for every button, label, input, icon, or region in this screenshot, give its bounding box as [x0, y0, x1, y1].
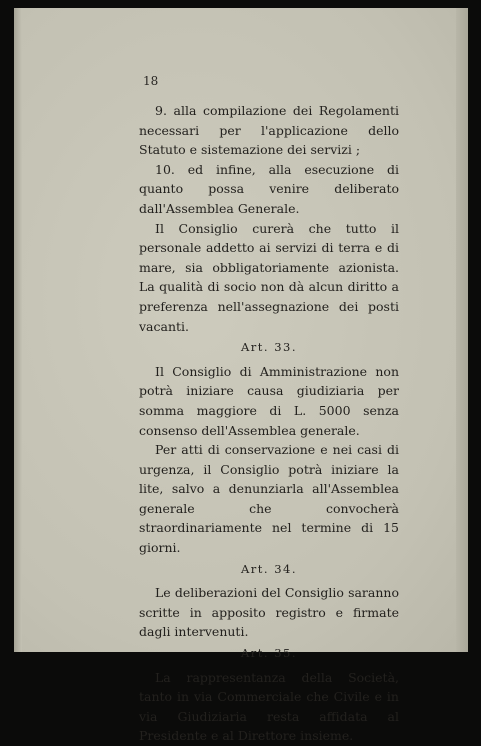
- article-heading-33: Art. 33.: [240, 340, 298, 355]
- paragraph-art35: La rappresentanza della Società, tanto in via Commerciale che Civile e in via Giudiziaria resta affidata al Presidente e al Direttore insieme.: [139, 669, 399, 744]
- paragraph-personale: Il Consiglio curerà che tutto il personale addetto ai servizi di terra e di mare, sia obbligatoriamente azionista. La qualità di socio non dà alcun diritto a preferenza nell'assegnazione dei posti vacanti.: [139, 220, 399, 334]
- page-gutter: [14, 8, 22, 652]
- article-heading-34: Art. 34.: [240, 561, 298, 576]
- paragraph-item-9: 9. alla compilazione dei Regolamenti necessari per l'applicazione dello Statuto e sistemazione dei servizi ;: [139, 103, 399, 158]
- paragraph-item-10: 10. ed infine, alla esecuzione di quanto possa venire deliberato dall'Assemblea Generale.: [139, 161, 399, 216]
- article-heading-35: Art. 35.: [240, 646, 298, 661]
- paragraph-art33-2: Per atti di conservazione e nei casi di urgenza, il Consiglio potrà iniziare la lite, salvo a denunziarla all'Assemblea generale che convocherà straordinariamente nel termine di 15 giorni.: [139, 442, 399, 556]
- page-edge: [456, 8, 468, 652]
- page-number: 18: [143, 74, 159, 88]
- paragraph-art33-1: Il Consiglio di Amministrazione non potrà iniziare causa giudiziaria per somma maggiore di L. 5000 senza consenso dell'Assemblea generale.: [139, 363, 399, 438]
- paragraph-art34: Le deliberazioni del Consiglio saranno scritte in apposito registro e firmate dagli intervenuti.: [139, 585, 399, 640]
- page-body: [139, 101, 399, 746]
